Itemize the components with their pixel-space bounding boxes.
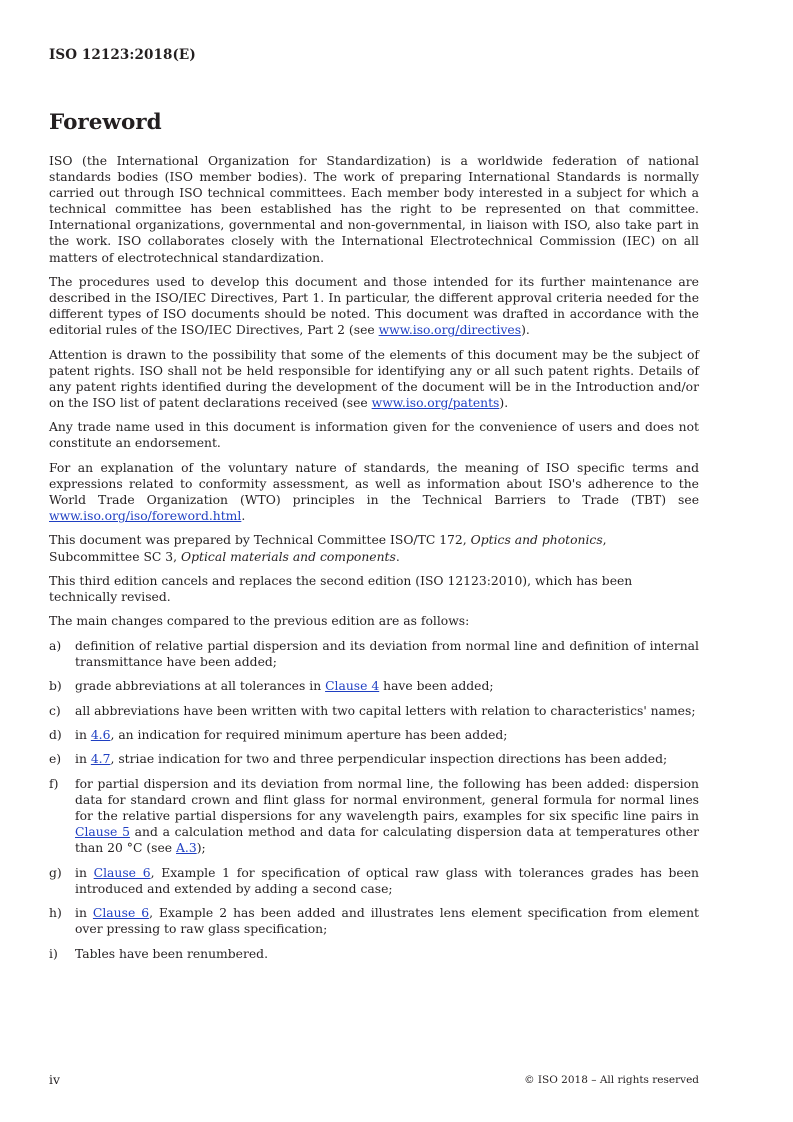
list-item-text: grade abbreviations at all tolerances in	[75, 679, 326, 694]
foreword-link[interactable]: www.iso.org/iso/foreword.html	[49, 509, 242, 524]
list-item-text-end: );	[196, 841, 206, 856]
annex-a-3-link[interactable]: A.3	[176, 841, 197, 856]
subcommittee-name: Optical materials and components	[181, 549, 396, 564]
list-item	[49, 776, 699, 856]
patents-link[interactable]: www.iso.org/patents	[371, 395, 500, 410]
list-item	[49, 946, 699, 962]
list-marker: f)	[49, 776, 59, 791]
list-item-text: in	[75, 906, 93, 921]
list-item-text-end: , an indication for required minimum aperture has been added;	[110, 728, 508, 743]
document-id: ISO 12123:2018(E)	[49, 47, 196, 63]
foreword-body	[49, 153, 699, 970]
list-item-text: in	[75, 728, 91, 743]
committee-name: Optics and photonics	[470, 533, 603, 548]
paragraph-voluntary-nature	[49, 460, 699, 524]
clause-6-link[interactable]: Clause 6	[92, 906, 150, 921]
directives-link[interactable]: www.iso.org/directives	[378, 323, 522, 338]
list-item	[49, 703, 699, 719]
list-item	[49, 865, 699, 897]
paragraph-trade-name: Any trade name used in this document is information given for the convenience of users and does not constitute an endorsement.	[49, 420, 699, 451]
clause-6-link[interactable]: Clause 6	[93, 865, 151, 880]
copyright-notice: © ISO 2018 – All rights reserved	[524, 1074, 699, 1086]
list-item-text-end: , Example 2 has been added and illustrates lens element specification from element over pressing to raw glass specification;	[75, 906, 700, 937]
list-item-text: for partial dispersion and its deviation from normal line, the following has been added: dispersion data for standard crown and flint glass for normal environment, general formula for normal lines for the relative partial dispersions for any wavelength pairs, examples for six specific line pairs in	[75, 776, 699, 824]
paragraph-text: The procedures used to develop this document and those intended for its further maintenance are described in the ISO/IEC Directives, Part 1. In particular, the different approval criteria needed for the different types of ISO documents should be noted. This document was drafted in accordance with the editorial rules of the ISO/IEC Directives, Part 2 (see	[49, 274, 699, 338]
subclause-4-6-link[interactable]: 4.6	[90, 728, 111, 743]
list-marker: g)	[49, 865, 62, 880]
list-marker: h)	[49, 906, 62, 921]
page-title: Foreword	[49, 110, 162, 135]
list-item	[49, 638, 699, 670]
list-item-text: definition of relative partial dispersion and its deviation from normal line and definition of internal transmittance have been added;	[75, 638, 699, 669]
page-number: iv	[49, 1073, 60, 1087]
paragraph-text: For an explanation of the voluntary nature of standards, the meaning of ISO specific terms and expressions related to conformity assessment, as well as information about ISO's adherence to the World Trade Organization (WTO) principles in the Technical Barriers to Trade (TBT) see	[49, 460, 699, 507]
list-item	[49, 678, 699, 694]
paragraph-main-changes: The main changes compared to the previous edition are as follows:	[49, 614, 470, 629]
list-marker: e)	[49, 752, 62, 767]
paragraph-procedures	[49, 274, 699, 338]
paragraph-text: This document was prepared by Technical Committee ISO/TC 172,	[49, 533, 471, 548]
paragraph-text-end: .	[241, 509, 246, 524]
list-item	[49, 751, 699, 767]
paragraph-edition: This third edition cancels and replaces the second edition (ISO 12123:2010), which has been technically revised.	[49, 573, 633, 605]
list-marker: b)	[49, 679, 62, 694]
list-item-text-mid: and a calculation method and data for calculating dispersion data at temperatures other than 20 °C (see	[75, 825, 699, 856]
paragraph-iso-intro: ISO (the International Organization for Standardization) is a worldwide federation of national standards bodies (ISO member bodies). The work of preparing International Standards is normally carried out through ISO technical committees. Each member body interested in a subject for which a technical committee has been established has the right to be represented on that committee. International organizations, governmental and non-governmental, in liaison with ISO, also take part in the work. ISO collaborates closely with the International Electrotechnical Commission (IEC) on all matters of electrotechnical standardization.	[49, 154, 699, 265]
list-marker: i)	[49, 946, 58, 961]
list-item	[49, 905, 699, 937]
list-marker: d)	[49, 728, 62, 743]
paragraph-text-end: ).	[521, 323, 530, 338]
list-item-text-end: have been added;	[379, 679, 494, 694]
paragraph-committee	[49, 532, 699, 564]
list-item	[49, 727, 699, 743]
list-item-text: in	[75, 752, 91, 767]
paragraph-patents	[49, 347, 699, 411]
list-item-text: in	[75, 865, 94, 880]
list-item-text: all abbreviations have been written with two capital letters with relation to characteristics' names;	[75, 703, 696, 718]
list-marker: a)	[49, 638, 62, 653]
list-item-text-end: , Example 1 for specification of optical raw glass with tolerances grades has been introduced and extended by adding a second case;	[75, 865, 699, 896]
clause-5-link[interactable]: Clause 5	[75, 825, 130, 840]
subclause-4-7-link[interactable]: 4.7	[90, 752, 111, 767]
changes-list	[49, 638, 699, 962]
list-marker: c)	[49, 703, 61, 718]
paragraph-text: , Subcommittee SC 3,	[49, 533, 607, 564]
list-item-text-end: , striae indication for two and three perpendicular inspection directions has been added;	[110, 752, 668, 767]
paragraph-text-end: ).	[499, 395, 509, 410]
clause-4-link[interactable]: Clause 4	[325, 679, 380, 694]
list-item-text: Tables have been renumbered.	[75, 946, 268, 961]
paragraph-text: Attention is drawn to the possibility that some of the elements of this document may be the subject of patent rights. ISO shall not be held responsible for identifying any or all such patent rights. Details of any patent rights identified during the development of the document will be in the Introduction and/or on the ISO list of patent declarations received (see	[49, 347, 699, 410]
paragraph-text-end: .	[395, 549, 400, 564]
